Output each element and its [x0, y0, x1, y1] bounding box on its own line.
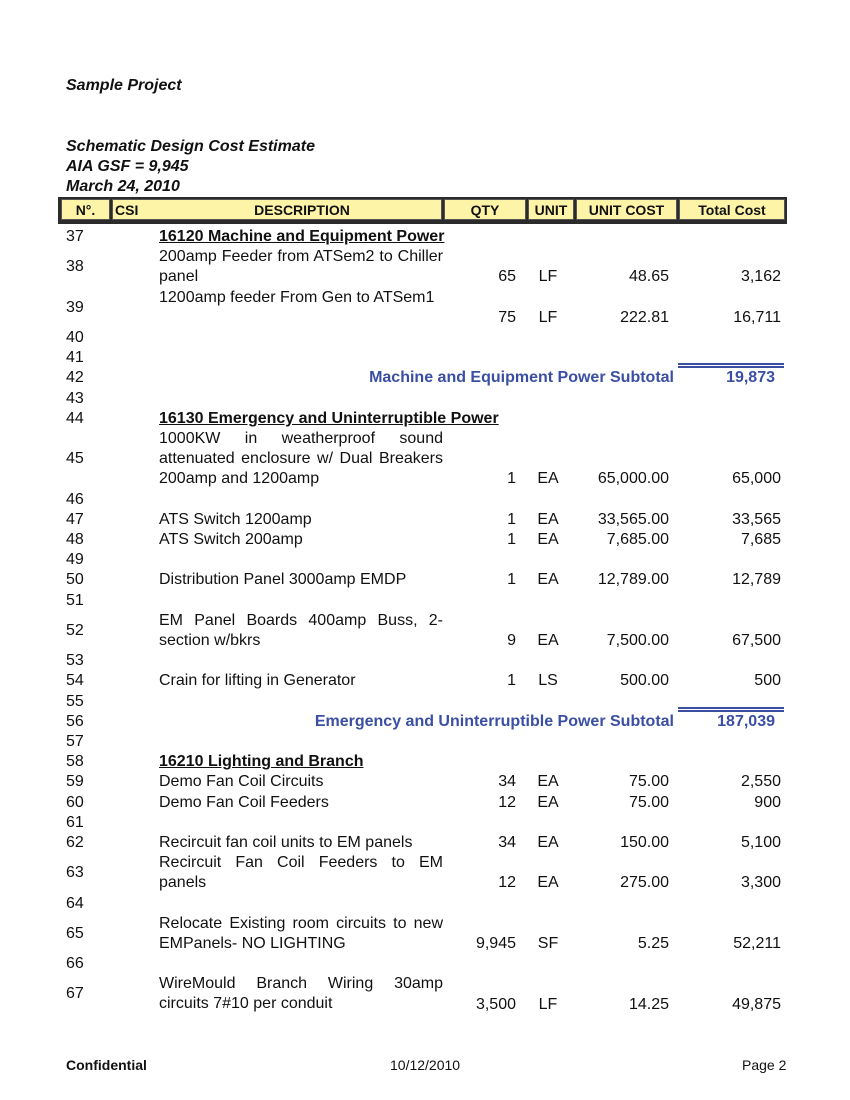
row-number: 43: [66, 389, 84, 407]
row-number: 44: [66, 409, 84, 427]
row-number: 66: [66, 955, 84, 973]
item-description: Recircuit fan coil units to EM panels: [159, 834, 413, 851]
item-unit-cost: 500.00: [620, 672, 669, 690]
row-number: 54: [66, 672, 84, 690]
item-total-cost: 500: [754, 672, 781, 690]
table-row: [0, 247, 850, 287]
col-header-no: N°.: [61, 199, 110, 220]
item-description: Relocate Existing room circuits to new EMPanels- NO LIGHTING: [159, 914, 443, 952]
item-unit: EA: [537, 874, 559, 892]
row-number: 47: [66, 510, 84, 528]
table-row: [0, 651, 850, 671]
item-unit: SF: [537, 934, 559, 952]
row-number: 48: [66, 531, 84, 548]
table-row: [0, 227, 850, 247]
row-number: 52: [66, 621, 84, 639]
item-quantity: 34: [498, 773, 516, 791]
item-description: 1200amp feeder From Gen to ATSem1: [159, 288, 435, 306]
footer-confidential: Confidential: [66, 1057, 147, 1073]
item-description: Demo Fan Coil Feeders: [159, 793, 329, 811]
item-total-cost: 900: [754, 793, 781, 811]
table-row: [0, 409, 850, 429]
item-description: Demo Fan Coil Circuits: [159, 773, 324, 791]
item-description: ATS Switch 200amp: [159, 531, 303, 548]
item-quantity: 1: [507, 470, 516, 488]
row-number: 67: [66, 985, 84, 1003]
table-row: [0, 328, 850, 348]
table-row: [0, 530, 850, 550]
item-quantity: 1: [507, 510, 516, 528]
table-row: [0, 833, 850, 853]
item-description: Recircuit Fan Coil Feeders to EM panels: [159, 854, 443, 892]
item-unit-cost: 65,000.00: [597, 470, 669, 488]
item-unit: LF: [538, 995, 558, 1013]
item-unit: EA: [537, 773, 559, 791]
row-number: 37: [66, 228, 84, 245]
row-number: 57: [66, 733, 84, 750]
table-row: [0, 772, 850, 792]
row-number: 42: [66, 369, 84, 387]
row-number: 45: [66, 450, 84, 468]
section-title: 16120 Machine and Equipment Power: [159, 228, 445, 245]
row-number: 53: [66, 652, 84, 670]
report-date: March 24, 2010: [66, 178, 180, 195]
item-unit-cost: 7,685.00: [606, 531, 669, 548]
table-row: [0, 793, 850, 813]
table-row: [0, 974, 850, 1014]
row-number: 65: [66, 924, 84, 942]
subtotal-label: Machine and Equipment Power Subtotal: [369, 369, 674, 387]
footer-page-number: Page 2: [742, 1057, 787, 1073]
item-unit-cost: 222.81: [620, 308, 669, 326]
item-unit: EA: [537, 531, 559, 548]
item-total-cost: 2,550: [740, 773, 781, 791]
item-total-cost: 5,100: [740, 834, 781, 851]
item-total-cost: 12,789: [732, 571, 781, 589]
report-title: Schematic Design Cost Estimate: [66, 138, 315, 155]
item-total-cost: 33,565: [732, 510, 781, 528]
item-unit-cost: 5.25: [637, 934, 669, 952]
item-total-cost: 16,711: [733, 308, 781, 326]
subtotal-value: 187,039: [717, 712, 775, 730]
row-number: 55: [66, 692, 84, 710]
row-number: 50: [66, 571, 84, 589]
item-unit-cost: 14.25: [628, 995, 669, 1013]
item-unit-cost: 75.00: [628, 773, 669, 791]
item-unit-cost: 48.65: [628, 268, 669, 286]
row-number: 46: [66, 490, 84, 508]
row-number: 58: [66, 753, 84, 771]
subtotal-value: 19,873: [726, 369, 775, 387]
table-row: [0, 368, 850, 388]
item-quantity: 12: [498, 793, 516, 811]
item-total-cost: 7,685: [740, 531, 781, 548]
item-unit: EA: [537, 510, 559, 528]
item-total-cost: 67,500: [732, 631, 781, 649]
table-row: [0, 954, 850, 974]
subtotal-double-rule: [678, 707, 784, 712]
item-quantity: 9: [507, 631, 516, 649]
table-row: [0, 591, 850, 611]
item-description: 1000KW in weatherproof sound attenuated enclosure w/ Dual Breakers 200amp and 1200amp: [159, 430, 443, 487]
table-row: [0, 490, 850, 510]
table-row: [0, 712, 850, 732]
item-unit: EA: [537, 470, 559, 488]
item-unit-cost: 33,565.00: [597, 510, 669, 528]
item-unit: LS: [538, 672, 558, 690]
table-row: [0, 389, 850, 409]
col-header-unit: UNIT: [528, 199, 574, 220]
col-header-qty: QTY: [444, 199, 526, 220]
item-total-cost: 52,211: [733, 934, 781, 952]
subtotal-double-rule: [678, 363, 784, 368]
item-unit: EA: [537, 793, 559, 811]
col-header-csi: [112, 199, 442, 220]
item-description: Crain for lifting in Generator: [159, 672, 356, 690]
col-header-csi-label: CSI: [115, 202, 139, 218]
row-number: 49: [66, 551, 84, 569]
item-total-cost: 3,300: [740, 874, 781, 892]
row-number: 61: [66, 813, 84, 831]
item-quantity: 9,945: [475, 934, 516, 952]
item-quantity: 75: [498, 308, 516, 326]
item-total-cost: 49,875: [732, 995, 781, 1013]
table-row: [0, 752, 850, 772]
row-number: 56: [66, 712, 84, 730]
section-title: 16130 Emergency and Uninterruptible Power: [159, 409, 499, 427]
row-number: 41: [66, 349, 84, 367]
item-unit: EA: [537, 834, 559, 851]
row-number: 59: [66, 773, 84, 791]
footer-date: 10/12/2010: [390, 1057, 461, 1073]
item-unit-cost: 150.00: [620, 834, 669, 851]
table-row: [0, 510, 850, 530]
item-description: 200amp Feeder from ATSem2 to Chiller panel: [159, 248, 443, 286]
item-unit-cost: 275.00: [620, 874, 669, 892]
item-unit-cost: 75.00: [628, 793, 669, 811]
item-total-cost: 3,162: [740, 268, 781, 286]
table-row: [0, 813, 850, 833]
item-unit: LF: [538, 308, 558, 326]
item-description: EM Panel Boards 400amp Buss, 2-section w/bkrs: [159, 611, 443, 649]
table-row: [0, 671, 850, 691]
item-unit: LF: [538, 268, 558, 286]
item-unit-cost: 7,500.00: [606, 631, 669, 649]
col-header-description: DESCRIPTION: [254, 202, 350, 218]
item-description: Distribution Panel 3000amp EMDP: [159, 571, 407, 589]
gsf-label: AIA GSF = 9,945: [66, 158, 189, 175]
item-total-cost: 65,000: [732, 470, 781, 488]
item-quantity: 3,500: [475, 995, 516, 1013]
table-row: [0, 611, 850, 651]
item-quantity: 65: [498, 268, 516, 286]
section-title: 16210 Lighting and Branch: [159, 753, 364, 771]
table-row: [0, 429, 850, 490]
row-number: 38: [66, 258, 84, 276]
row-number: 63: [66, 864, 84, 882]
table-row: [0, 732, 850, 752]
col-header-unit-cost: UNIT COST: [576, 199, 677, 220]
table-row: [0, 570, 850, 590]
item-unit-cost: 12,789.00: [597, 571, 669, 589]
row-number: 40: [66, 329, 84, 346]
item-quantity: 1: [507, 531, 516, 548]
table-row: [0, 894, 850, 914]
row-number: 39: [66, 298, 84, 316]
subtotal-label: Emergency and Uninterruptible Power Subtotal: [314, 712, 674, 730]
row-number: 60: [66, 793, 84, 811]
item-quantity: 1: [507, 571, 516, 589]
row-number: 51: [66, 591, 84, 609]
item-unit: EA: [537, 631, 559, 649]
table-row: [0, 914, 850, 954]
item-quantity: 12: [498, 874, 516, 892]
table-row: [0, 853, 850, 893]
table-row: [0, 288, 850, 328]
item-unit: EA: [537, 571, 559, 589]
row-number: 64: [66, 894, 84, 912]
project-name: Sample Project: [66, 77, 182, 94]
table-row: [0, 550, 850, 570]
col-header-total-cost: Total Cost: [679, 199, 785, 220]
item-quantity: 1: [507, 672, 516, 690]
item-quantity: 34: [498, 834, 516, 851]
row-number: 62: [66, 834, 84, 851]
column-header-row: [58, 197, 787, 224]
item-description: ATS Switch 1200amp: [159, 510, 312, 528]
item-description: WireMould Branch Wiring 30amp circuits 7#10 per conduit: [159, 975, 443, 1013]
